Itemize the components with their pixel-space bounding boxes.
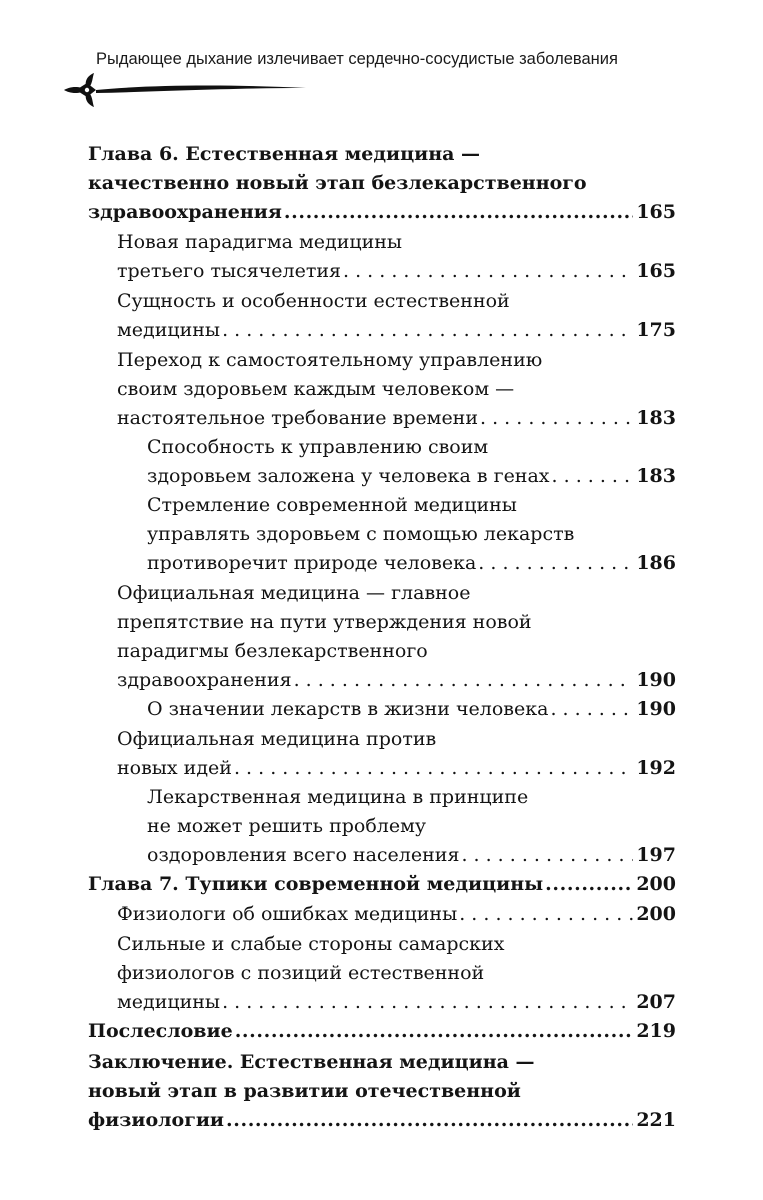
toc-page-number: 200 xyxy=(636,903,676,925)
toc-page-number: 190 xyxy=(636,698,676,720)
dot-leader xyxy=(222,316,633,345)
toc-entry-line: качественно новый этап безлекарственного xyxy=(88,172,587,194)
toc-entry-last-line xyxy=(117,404,676,433)
toc-entry-text: Физиологи об ошибках медицины xyxy=(117,903,458,925)
toc-entry-line: не может решить проблему xyxy=(147,815,427,837)
toc-entry-text: настоятельное требование времени xyxy=(117,407,479,429)
toc-section xyxy=(88,900,676,929)
toc-entry-last-line xyxy=(147,841,676,870)
toc-entry-text: медицины xyxy=(117,319,221,341)
toc-entry-line: новый этап в развитии отечественной xyxy=(88,1080,521,1102)
toc-chapter xyxy=(88,870,676,899)
toc-entry-text: О значении лекарств в жизни человека xyxy=(147,698,549,720)
toc-page-number: 219 xyxy=(636,1020,676,1042)
toc-page-number: 186 xyxy=(636,552,676,574)
toc-entry-last-line xyxy=(147,695,676,724)
toc-entry-last-line xyxy=(147,549,676,578)
toc-entry-last-line xyxy=(88,1106,676,1135)
toc-entry-text: Глава 7. Тупики современной медицины xyxy=(88,873,544,895)
toc-entry-text: третьего тысячелетия xyxy=(117,260,341,282)
dot-leader xyxy=(284,198,633,227)
dot-leader xyxy=(226,1106,633,1135)
toc-entry-last-line xyxy=(117,316,676,345)
toc-chapter xyxy=(88,140,676,227)
dot-leader xyxy=(480,404,633,433)
toc-entry-text: здравоохранения xyxy=(117,669,292,691)
toc-subsection xyxy=(88,433,676,491)
toc-entry-line: Лекарственная медицина в принципе xyxy=(147,786,529,808)
toc-entry-line: Сильные и слабые стороны самарских xyxy=(117,933,505,955)
toc-page-number: 197 xyxy=(636,844,676,866)
toc-page-number: 200 xyxy=(636,873,676,895)
toc-entry-text: физиологии xyxy=(88,1109,225,1131)
toc-entry-line: своим здоровьем каждым человеком — xyxy=(117,378,515,400)
toc-entry-line: Стремление современной медицины xyxy=(147,494,517,516)
dot-leader xyxy=(294,666,634,695)
toc-page-number: 165 xyxy=(636,260,676,282)
toc-entry-text: оздоровления всего населения xyxy=(147,844,460,866)
toc-entry-line: Переход к самостоятельному управлению xyxy=(117,349,543,371)
toc-section xyxy=(88,228,676,286)
toc-entry-line: управлять здоровьем с помощью лекарств xyxy=(147,523,575,545)
dot-leader xyxy=(235,1017,634,1046)
toc-entry-last-line xyxy=(88,1017,676,1046)
dot-leader xyxy=(545,870,633,899)
toc-entry-line: Заключение. Естественная медицина — xyxy=(88,1051,535,1073)
toc-page-number: 165 xyxy=(636,201,676,223)
toc-entry-text: медицины xyxy=(117,991,221,1013)
toc-entry-line: Глава 6. Естественная медицина — xyxy=(88,143,481,165)
toc-entry-text: Послесловие xyxy=(88,1020,233,1042)
toc-section xyxy=(88,930,676,1017)
toc-entry-line: физиологов с позиций естественной xyxy=(117,962,485,984)
running-head: Рыдающее дыхание излечивает сердечно-сосудистые заболевания xyxy=(96,50,618,68)
toc-entry-line: Официальная медицина — главное xyxy=(117,582,471,604)
dot-leader xyxy=(222,988,633,1017)
toc-entry-text: новых идей xyxy=(117,757,232,779)
toc-entry-line: Сущность и особенности естественной xyxy=(117,290,510,312)
toc-entry-last-line xyxy=(117,988,676,1017)
toc-entry-line: Способность к управлению своим xyxy=(147,436,489,458)
toc-entry-line: Официальная медицина против xyxy=(117,728,437,750)
toc-entry-last-line xyxy=(147,462,676,491)
toc-page-number: 183 xyxy=(636,407,676,429)
table-of-contents xyxy=(88,140,676,1135)
toc-page-number: 183 xyxy=(636,465,676,487)
toc-page-number: 221 xyxy=(636,1109,676,1131)
toc-entry-last-line xyxy=(117,900,676,929)
dot-leader xyxy=(550,695,633,724)
toc-entry-line: препятствие на пути утверждения новой xyxy=(117,611,532,633)
dot-leader xyxy=(343,257,633,286)
toc-entry-last-line xyxy=(88,870,676,899)
toc-entry-last-line xyxy=(88,198,676,227)
toc-section xyxy=(88,287,676,345)
toc-section xyxy=(88,579,676,695)
toc-entry-text: здоровьем заложена у человека в генах xyxy=(147,465,550,487)
toc-subsection xyxy=(88,783,676,870)
ornament-divider xyxy=(56,72,316,108)
toc-chapter xyxy=(88,1017,676,1046)
toc-entry-line: парадигмы безлекарственного xyxy=(117,640,428,662)
toc-page-number: 175 xyxy=(636,319,676,341)
toc-entry-last-line xyxy=(117,666,676,695)
toc-page-number: 192 xyxy=(636,757,676,779)
dot-leader xyxy=(459,900,633,929)
toc-entry-line: Новая парадигма медицины xyxy=(117,231,403,253)
toc-page-number: 207 xyxy=(636,991,676,1013)
dot-leader xyxy=(478,549,633,578)
toc-section xyxy=(88,346,676,433)
toc-section xyxy=(88,725,676,783)
toc-entry-text: здравоохранения xyxy=(88,201,282,223)
dot-leader xyxy=(552,462,634,491)
dot-leader xyxy=(461,841,633,870)
toc-entry-last-line xyxy=(117,754,676,783)
toc-subsection xyxy=(88,491,676,578)
toc-subsection xyxy=(88,695,676,724)
dot-leader xyxy=(234,754,633,783)
toc-entry-last-line xyxy=(117,257,676,286)
toc-chapter xyxy=(88,1048,676,1135)
toc-entry-text: противоречит природе человека xyxy=(147,552,477,574)
toc-page-number: 190 xyxy=(636,669,676,691)
